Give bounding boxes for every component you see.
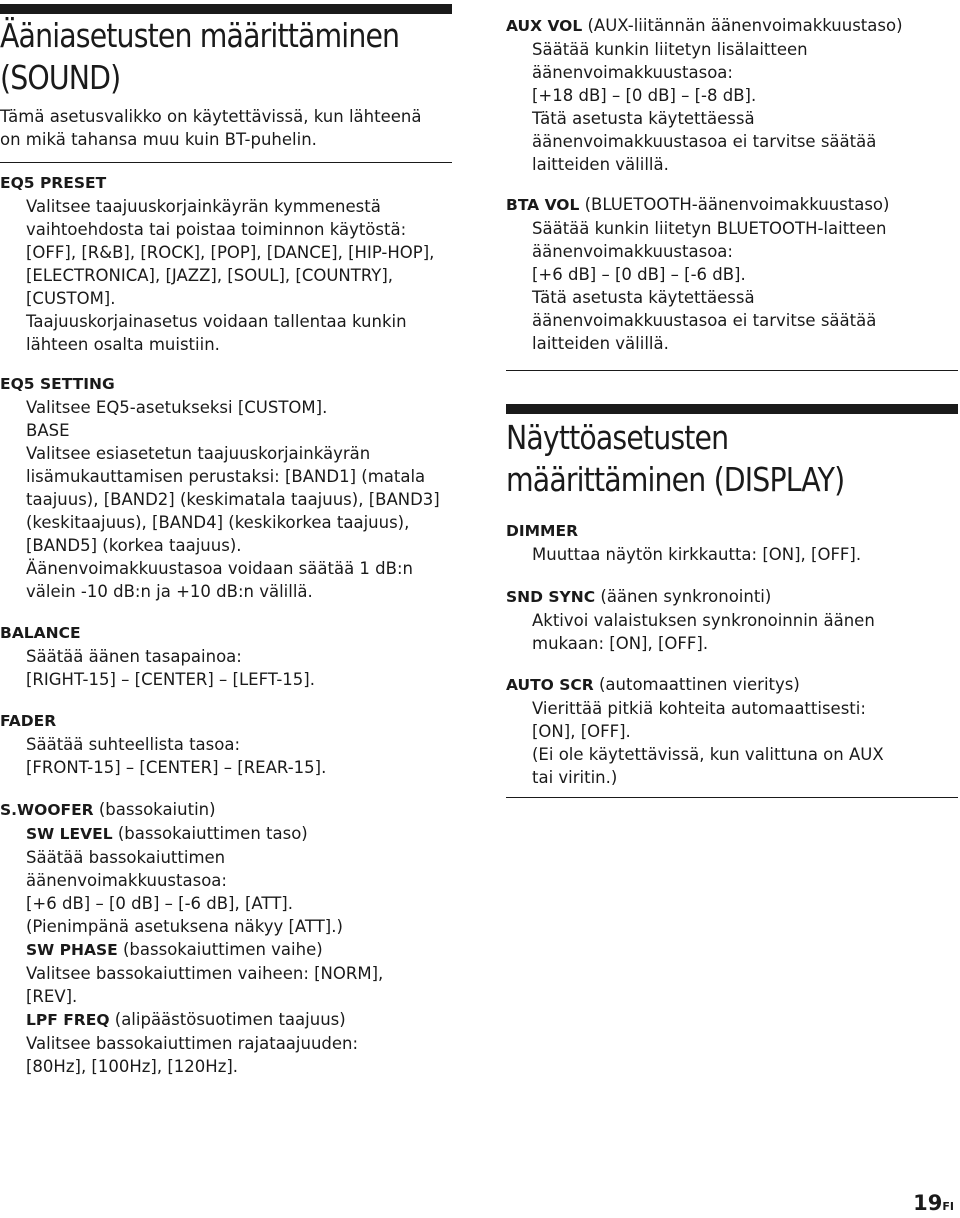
intro-line: Tämä asetusvalikko on käytettävissä, kun lähteenä — [0, 107, 422, 126]
dimmer-label: DIMMER — [506, 522, 579, 540]
desc-line: [80Hz], [100Hz], [120Hz]. — [26, 1057, 239, 1076]
desc-line: (Ei ole käytettävissä, kun valittuna on AUX — [532, 745, 884, 764]
balance-label: BALANCE — [0, 624, 81, 642]
desc-line: [RIGHT-15] – [CENTER] – [LEFT-15]. — [26, 670, 315, 689]
desc-line: Muuttaa näytön kirkkautta: [ON], [OFF]. — [532, 545, 862, 564]
divider — [506, 370, 958, 371]
page-number-value: 19 — [913, 1191, 943, 1215]
eq5-setting-desc — [0, 396, 452, 603]
desc-line: [+6 dB] – [0 dB] – [-6 dB]. — [532, 265, 746, 284]
aux-vol-desc: (AUX-liitännän äänenvoimakkuustaso) — [582, 16, 903, 35]
lpf-freq-label: LPF FREQ — [26, 1011, 110, 1029]
swoofer-label: S.WOOFER — [0, 801, 94, 819]
desc-line: äänenvoimakkuustasoa ei tarvitse säätää — [532, 311, 877, 330]
desc-line: Tätä asetusta käytettäessä — [532, 109, 755, 128]
divider — [506, 797, 958, 798]
desc-line: [FRONT-15] – [CENTER] – [REAR-15]. — [26, 758, 327, 777]
desc-line: välein -10 dB:n ja +10 dB:n välillä. — [26, 582, 313, 601]
title-line: Näyttöasetusten — [506, 418, 729, 457]
snd-sync-label: SND SYNC — [506, 588, 596, 606]
eq5-setting-entry — [0, 373, 452, 603]
desc-line: [+6 dB] – [0 dB] – [-6 dB], [ATT]. — [26, 894, 293, 913]
desc-line: (keskitaajuus), [BAND4] (keskikorkea taajuus), — [26, 513, 410, 532]
desc-line: Säätää suhteellista tasoa: — [26, 735, 241, 754]
eq5-preset-desc — [0, 195, 452, 356]
desc-line: Säätää bassokaiuttimen — [26, 848, 226, 867]
eq5-preset-label: EQ5 PRESET — [0, 174, 107, 192]
lpf-freq-desc: (alipäästösuotimen taajuus) — [109, 1010, 346, 1029]
sw-level-label: SW LEVEL — [26, 825, 113, 843]
base-sublabel: BASE — [26, 421, 70, 440]
aux-vol-entry — [506, 14, 958, 176]
auto-scr-label: AUTO SCR — [506, 676, 594, 694]
desc-line: tai viritin.) — [532, 768, 618, 787]
title-rule — [0, 4, 452, 14]
bta-vol-desc: (BLUETOOTH-äänenvoimakkuustaso) — [579, 195, 890, 214]
bta-vol-details — [506, 217, 958, 355]
desc-line: [+18 dB] – [0 dB] – [-8 dB]. — [532, 86, 757, 105]
desc-line: laitteiden välillä. — [532, 334, 669, 353]
eq5-preset-entry — [0, 172, 452, 356]
aux-vol-details — [506, 38, 958, 176]
desc-line: Valitsee EQ5-asetukseksi [CUSTOM]. — [26, 398, 328, 417]
page-language-code: FI — [942, 1200, 954, 1213]
eq5-setting-label: EQ5 SETTING — [0, 375, 115, 393]
desc-line: Tätä asetusta käytettäessä — [532, 288, 755, 307]
auto-scr-desc: (automaattinen vieritys) — [593, 675, 800, 694]
sw-phase-desc: (bassokaiuttimen vaihe) — [117, 940, 323, 959]
sound-section-title — [0, 15, 452, 99]
fader-label: FADER — [0, 712, 57, 730]
fader-desc — [0, 733, 452, 779]
swoofer-details — [0, 822, 452, 1078]
balance-entry — [0, 622, 452, 691]
desc-line: lähteen osalta muistiin. — [26, 335, 220, 354]
snd-sync-details — [506, 609, 958, 655]
desc-line: taajuus), [BAND2] (keskimatala taajuus), [BAND3] — [26, 490, 440, 509]
desc-line: laitteiden välillä. — [532, 155, 669, 174]
desc-line: [OFF], [R&B], [ROCK], [POP], [DANCE], [HIP-HOP], — [26, 243, 435, 262]
desc-line: lisämukauttamisen perustaksi: [BAND1] (matala — [26, 467, 426, 486]
desc-line: Taajuuskorjainasetus voidaan tallentaa kunkin — [26, 312, 407, 331]
desc-line: Valitsee bassokaiuttimen rajataajuuden: — [26, 1034, 359, 1053]
sound-intro — [0, 105, 452, 151]
desc-line: Vierittää pitkiä kohteita automaattisesti: — [532, 699, 866, 718]
desc-line: Äänenvoimakkuustasoa voidaan säätää 1 dB:n — [26, 559, 413, 578]
auto-scr-entry — [506, 673, 958, 789]
display-section-title — [506, 417, 958, 501]
divider — [0, 162, 452, 163]
balance-desc — [0, 645, 452, 691]
page-number — [913, 1192, 954, 1218]
aux-vol-label: AUX VOL — [506, 17, 583, 35]
intro-line: on mikä tahansa muu kuin BT-puhelin. — [0, 130, 317, 149]
title-line: (SOUND) — [0, 58, 121, 97]
swoofer-desc: (bassokaiutin) — [93, 800, 216, 819]
bta-vol-label: BTA VOL — [506, 196, 580, 214]
desc-line: Säätää äänen tasapainoa: — [26, 647, 242, 666]
desc-line: äänenvoimakkuustasoa ei tarvitse säätää — [532, 132, 877, 151]
title-line: määrittäminen (DISPLAY) — [506, 460, 845, 499]
desc-line: äänenvoimakkuustasoa: — [26, 871, 227, 890]
sw-level-desc: (bassokaiuttimen taso) — [112, 824, 308, 843]
desc-line: Aktivoi valaistuksen synkronoinnin äänen — [532, 611, 875, 630]
desc-line: [CUSTOM]. — [26, 289, 116, 308]
desc-line: äänenvoimakkuustasoa: — [532, 63, 733, 82]
desc-line: Säätää kunkin liitetyn lisälaitteen — [532, 40, 808, 59]
snd-sync-desc: (äänen synkronointi) — [595, 587, 772, 606]
desc-line: Valitsee taajuuskorjainkäyrän kymmenestä — [26, 197, 381, 216]
desc-line: (Pienimpänä asetuksena näkyy [ATT].) — [26, 917, 343, 936]
sw-phase-label: SW PHASE — [26, 941, 118, 959]
desc-line: [ON], [OFF]. — [532, 722, 631, 741]
auto-scr-details — [506, 697, 958, 789]
desc-line: mukaan: [ON], [OFF]. — [532, 634, 709, 653]
desc-line: Valitsee esiasetetun taajuuskorjainkäyrän — [26, 444, 371, 463]
title-rule — [506, 404, 958, 414]
desc-line: [BAND5] (korkea taajuus). — [26, 536, 242, 555]
fader-entry — [0, 710, 452, 779]
desc-line: Valitsee bassokaiuttimen vaiheen: [NORM], — [26, 964, 384, 983]
desc-line: [ELECTRONICA], [JAZZ], [SOUL], [COUNTRY], — [26, 266, 394, 285]
desc-line: vaihtoehdosta tai poistaa toiminnon käytöstä: — [26, 220, 407, 239]
desc-line: Säätää kunkin liitetyn BLUETOOTH-laitteen — [532, 219, 887, 238]
desc-line: äänenvoimakkuustasoa: — [532, 242, 733, 261]
title-line: Ääniasetusten määrittäminen — [0, 16, 400, 55]
snd-sync-entry — [506, 585, 958, 655]
dimmer-entry — [506, 520, 958, 566]
bta-vol-entry — [506, 193, 958, 355]
dimmer-details — [506, 543, 958, 566]
swoofer-entry — [0, 798, 452, 1078]
desc-line: [REV]. — [26, 987, 78, 1006]
